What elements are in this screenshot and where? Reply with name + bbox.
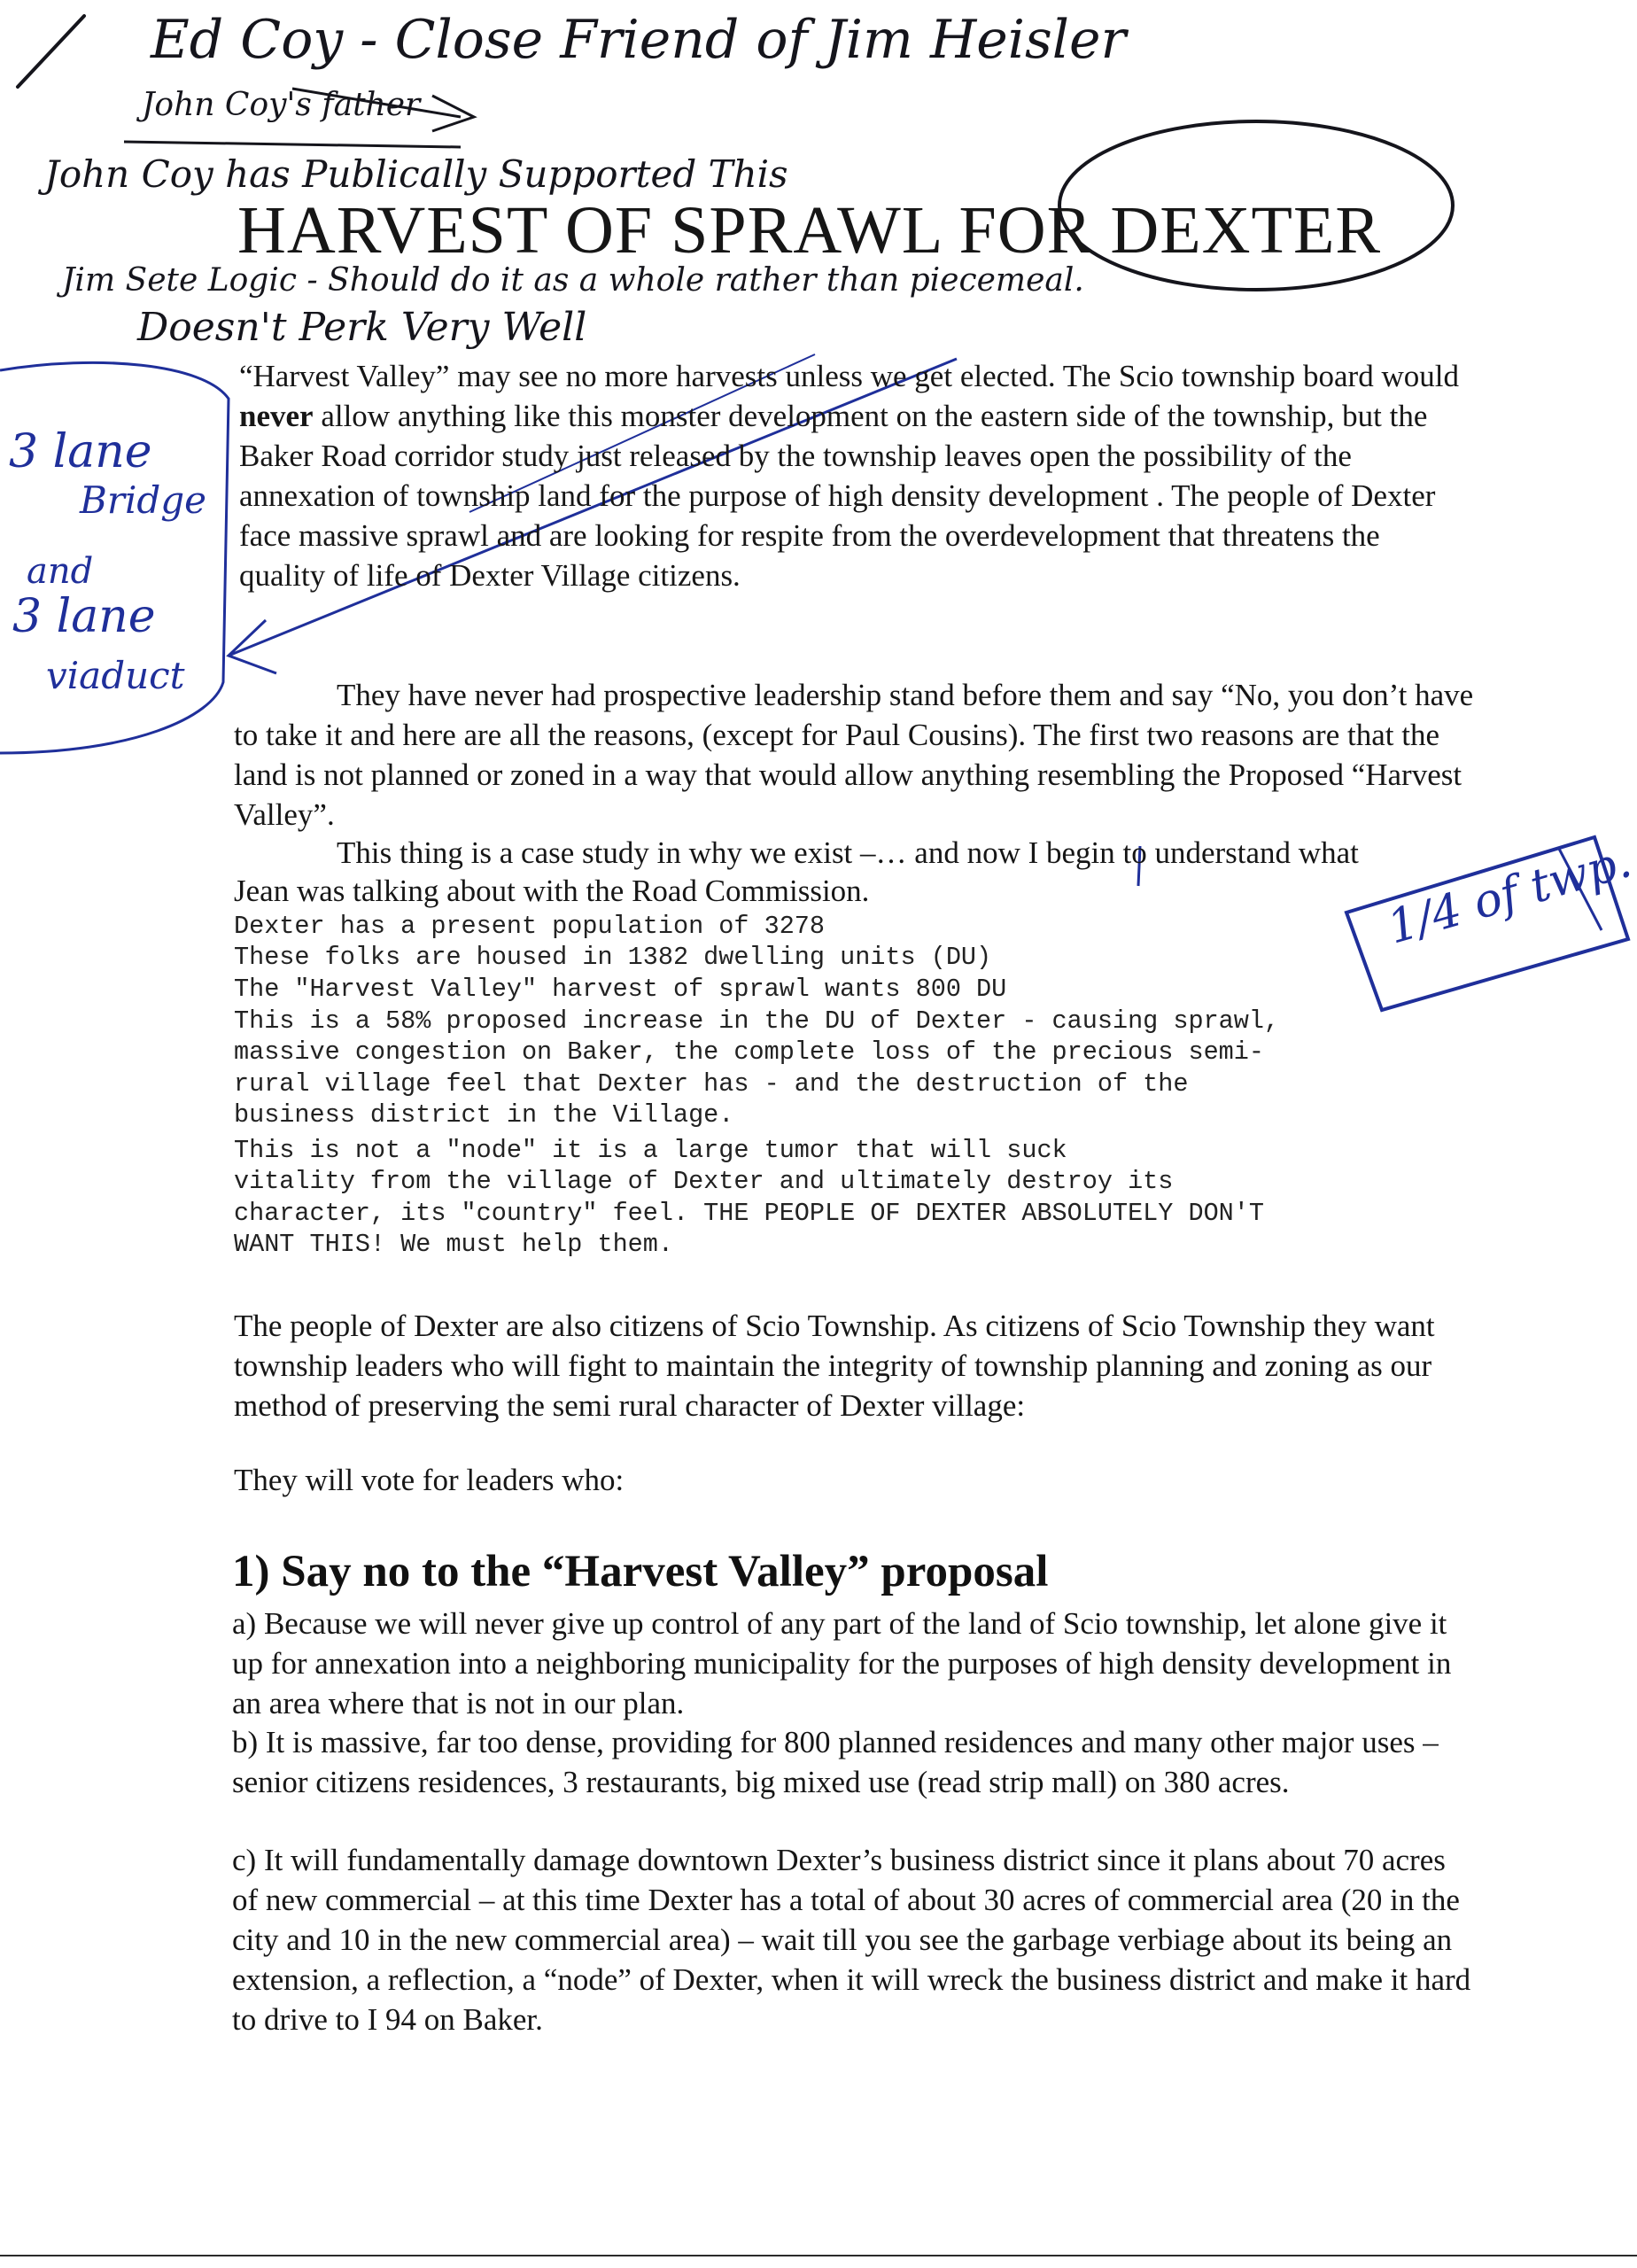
annotation-jim-sete-logic: Jim Sete Logic - Should do it as a whole rather than piecemeal. — [62, 262, 1084, 299]
annotation-john-coy-supported: John Coy has Publically Supported This — [44, 152, 788, 196]
annotation-john-coys-father: John Coy's father — [142, 87, 421, 123]
mono-line: These folks are housed in 1382 dwelling units (DU) — [234, 943, 992, 972]
mono-line: This is a 58% proposed increase in the DU of Dexter - causing sprawl, — [234, 1006, 1280, 1036]
margin-note-and: and — [27, 551, 94, 592]
mono-line: vitality from the village of Dexter and ultimately destroy its — [234, 1167, 1174, 1196]
mono-line: rural village feel that Dexter has - and the destruction of the — [234, 1069, 1189, 1099]
paragraph-vote-for-leaders: They will vote for leaders who: — [234, 1463, 625, 1497]
intro-emphasis: never — [239, 399, 314, 433]
intro-lead: “Harvest Valley” may see no more harvests unless we get elected. The Scio township board would — [239, 359, 1459, 393]
paragraph-case-study-line-2: Jean was talking about with the Road Commission. — [234, 874, 870, 908]
annotation-ed-coy: Ed Coy - Close Friend of Jim Heisler — [151, 9, 1127, 71]
check-mark-stroke — [18, 16, 84, 87]
mono-line: This is not a "node" it is a large tumor that will suck — [234, 1136, 1067, 1165]
annotation-quarter-twp: 1/4 of twp. — [1382, 835, 1637, 955]
mono-line: WANT THIS! We must help them. — [234, 1230, 673, 1259]
margin-note-viaduct: viaduct — [46, 654, 185, 697]
underline-stroke — [124, 142, 461, 147]
intro-rest: allow anything like this monster development on the eastern side of the township, but the Baker Road corridor study just released by the township leaves open the possibility of the annexation of township land for the purpose of high density development . The people of Dexter face massive sprawl and are looking for respite from the overdevelopment that threatens the quality of life of Dexter Village citizens. — [239, 399, 1436, 593]
point-b: b) It is massive, far too dense, providing for 800 planned residences and many other major uses – senior citizens residences, 3 restaurants, big mixed use (read strip mall) on 380 acres. — [232, 1725, 1439, 1799]
margin-note-3-lane-2: 3 lane — [12, 590, 156, 643]
mono-line: massive congestion on Baker, the complete loss of the precious semi- — [234, 1037, 1264, 1067]
paragraph-prospective-leadership: They have never had prospective leadership stand before them and say “No, you don’t have to take it and here are all the reasons, (except for Paul Cousins). The first two reasons are that the land is not planned or zoned in a way that would allow anything resembling the Proposed “Harvest Valley”. — [234, 678, 1474, 832]
paragraph-scio-citizens: The people of Dexter are also citizens of Scio Township. As citizens of Scio Township they want township leaders who will fight to maintain the integrity of township planning and zoning as our method of preserving the semi rural character of Dexter village: — [234, 1309, 1435, 1423]
mono-line: Dexter has a present population of 3278 — [234, 912, 826, 941]
mono-line: business district in the Village. — [234, 1100, 734, 1130]
margin-note-bridge: Bridge — [80, 478, 207, 522]
point-a: a) Because we will never give up control of any part of the land of Scio township, let alone give it up for annexation into a neighboring municipality for the purposes of high density development in an area where that is not in our plan. — [232, 1606, 1452, 1720]
paragraph-case-study-line-1: This thing is a case study in why we exist –… and now I begin to understand what — [337, 835, 1359, 870]
annotation-doesnt-perk: Doesn't Perk Very Well — [137, 305, 587, 350]
mono-line: The "Harvest Valley" harvest of sprawl wants 800 DU — [234, 975, 1007, 1004]
section-heading-say-no: 1) Say no to the “Harvest Valley” proposal — [232, 1547, 1049, 1596]
page-bottom-rule — [0, 2255, 1637, 2256]
point-c: c) It will fundamentally damage downtown Dexter’s business district since it plans about 70 acres of new commercial – at this time Dexter has a total of about 30 acres of commercial area (20 in the city and 10 in the new commercial area) – wait till you see the garbage verbiage about its being an extension, a reflection, a “node” of Dexter, when it will wreck the business district and make it hard to drive to I 94 on Baker. — [232, 1843, 1471, 2037]
margin-note-3-lane: 3 lane — [9, 425, 152, 478]
mono-line: character, its "country" feel. THE PEOPLE OF DEXTER ABSOLUTELY DON'T — [234, 1199, 1264, 1228]
document-title: HARVEST OF SPRAWL FOR DEXTER — [237, 193, 1382, 268]
intro-paragraph — [239, 356, 1470, 595]
